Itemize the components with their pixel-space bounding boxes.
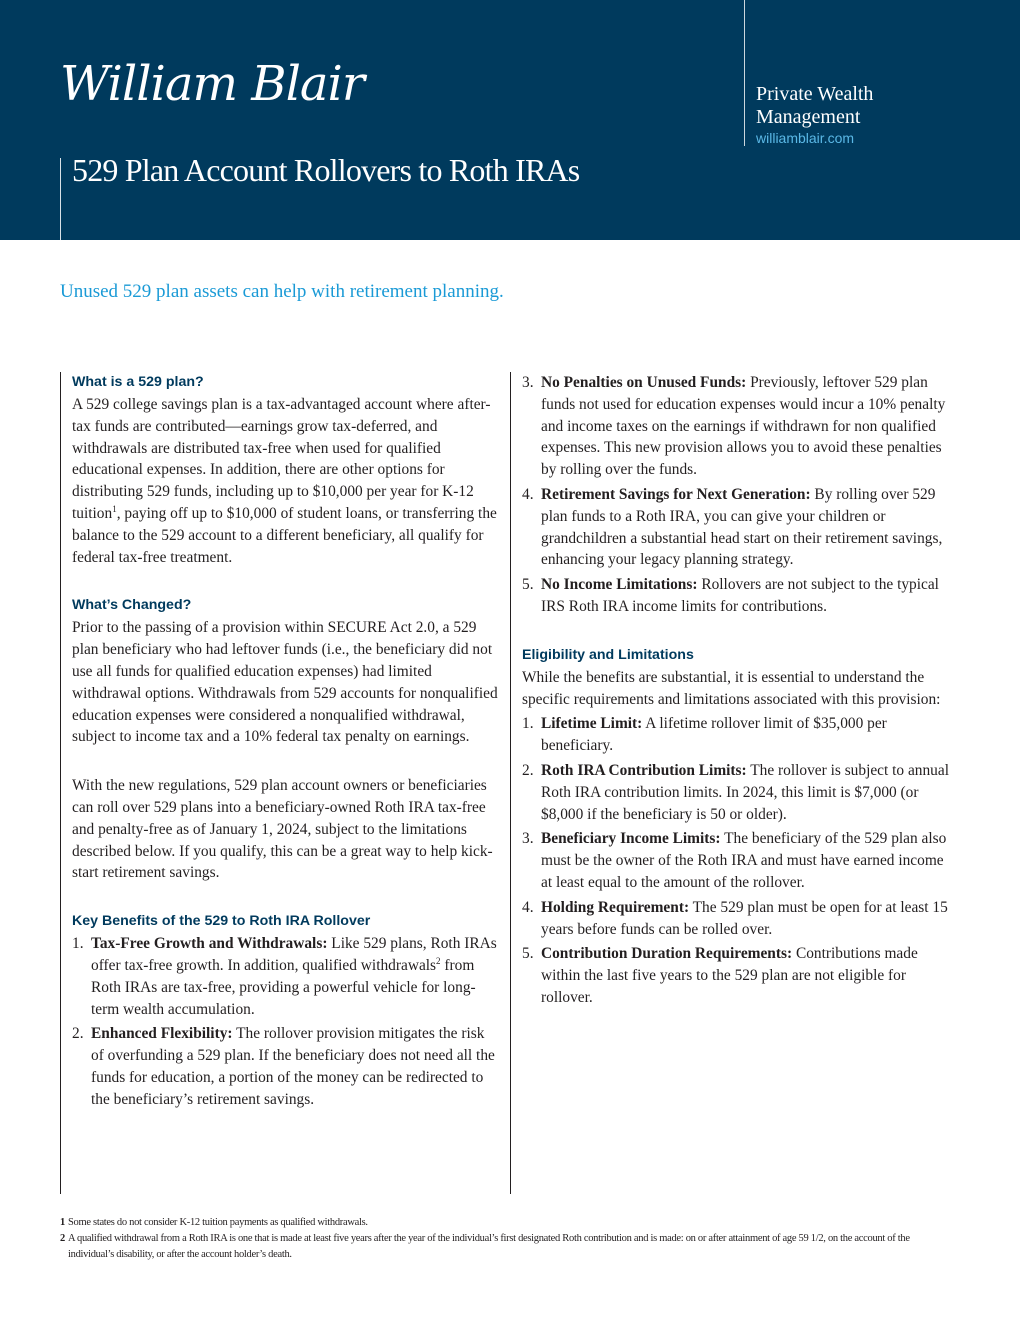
eligibility-item-5 xyxy=(522,943,952,1008)
center-column-rule xyxy=(510,372,511,1194)
division-name xyxy=(756,83,873,129)
benefit-title: No Penalties on Unused Funds: xyxy=(541,374,747,391)
division-line-2: Management xyxy=(756,106,861,128)
william-blair-logo: William Blair xyxy=(60,56,364,112)
eligibility-text: The 529 plan must be open for at least 15 years before funds can be rolled over. xyxy=(541,898,948,938)
eligibility-item-1 xyxy=(522,713,952,757)
footnote-ref-2: 2 xyxy=(436,955,441,966)
benefit-number: 4. xyxy=(522,485,534,503)
benefit-text: Rollovers are not subject to the typical IRS Roth IRA income limits for contributions. xyxy=(541,576,939,615)
footnote-text: Some states do not consider K-12 tuition payments as qualified withdrawals. xyxy=(68,1217,368,1228)
eligibility-number: 2. xyxy=(522,761,534,779)
eligibility-list xyxy=(522,713,952,1008)
title-rule xyxy=(60,158,61,240)
benefit-item-5 xyxy=(522,574,952,618)
benefits-list-right xyxy=(522,372,952,618)
benefit-item-1 xyxy=(72,933,500,1020)
page-title: 529 Plan Account Rollovers to Roth IRAs xyxy=(72,152,580,188)
what-is-text-a: A 529 college savings plan is a tax-advantaged account where after-tax funds are contributed—earnings grow tax-deferred, and withdrawals are distributed tax-free when used for qualified educational expenses. In addition, there are other options for distributing 529 funds, including up to $10,000 per year for K-12 tuition xyxy=(72,396,491,522)
benefit-number: 5. xyxy=(522,576,534,594)
benefit-number: 3. xyxy=(522,374,534,391)
benefit-text-cont: from Roth IRAs are tax-free, providing a powerful vehicle for long-term wealth accumulation. xyxy=(91,956,476,1018)
benefits-heading: Key Benefits of the 529 to Roth IRA Rollover xyxy=(72,913,371,930)
eligibility-text: The rollover is subject to annual Roth IRA contribution limits. In 2024, this limit is $7,000 (or $8,000 if the beneficiary is 50 or older). xyxy=(541,761,949,823)
eligibility-title: Roth IRA Contribution Limits: xyxy=(541,761,747,779)
footnote-2 xyxy=(60,1231,950,1263)
eligibility-title: Lifetime Limit: xyxy=(541,715,643,733)
footnote-number: 1 xyxy=(60,1217,65,1228)
right-column xyxy=(522,372,952,1012)
eligibility-intro: While the benefits are substantial, it is essential to understand the specific requirements and limitations associated with this provision: xyxy=(522,668,941,708)
what-is-body xyxy=(72,394,500,568)
eligibility-number: 5. xyxy=(522,945,534,963)
header-banner xyxy=(0,0,1020,240)
benefit-title: Enhanced Flexibility: xyxy=(91,1025,233,1043)
eligibility-text: The beneficiary of the 529 plan also must be the owner of the Roth IRA and must have earned income at least equal to the amount of the rollover. xyxy=(541,830,947,891)
page-subtitle: Unused 529 plan assets can help with retirement planning. xyxy=(60,281,504,302)
eligibility-number: 3. xyxy=(522,830,534,848)
footnote-text: A qualified withdrawal from a Roth IRA is one that is made at least five years after the year of the individual’s first designated Roth contribution and is made: on or after attainment of age 59 1/2, on the account of the individual’s disability, or after the account holder’s death. xyxy=(68,1233,910,1260)
benefit-number: 2. xyxy=(72,1025,84,1043)
eligibility-number: 4. xyxy=(522,898,534,916)
eligibility-heading: Eligibility and Limitations xyxy=(522,646,694,663)
what-is-text-b: , paying off up to $10,000 of student loans, or transferring the balance to the 529 account to a different beneficiary, all qualify for federal tax-free treatment. xyxy=(72,504,497,566)
benefit-number: 1. xyxy=(72,935,84,953)
benefit-title: No Income Limitations: xyxy=(541,576,698,594)
eligibility-text: A lifetime rollover limit of $35,000 per beneficiary. xyxy=(541,715,887,755)
benefit-title: Tax-Free Growth and Withdrawals: xyxy=(91,935,328,953)
eligibility-item-3 xyxy=(522,828,952,893)
left-column-rule xyxy=(60,372,61,1194)
benefit-text: Like 529 plans, Roth IRAs offer tax-free growth. In addition, qualified withdrawals xyxy=(91,935,497,974)
footnote-number: 2 xyxy=(60,1233,65,1244)
eligibility-title: Contribution Duration Requirements: xyxy=(541,945,793,963)
benefit-item-4 xyxy=(522,484,952,571)
footnote-ref-1: 1 xyxy=(112,503,117,514)
whats-changed-heading: What’s Changed? xyxy=(72,597,192,614)
benefit-title: Retirement Savings for Next Generation: xyxy=(541,485,811,503)
what-is-heading: What is a 529 plan? xyxy=(72,374,204,390)
eligibility-item-2 xyxy=(522,760,952,825)
division-line-1: Private Wealth xyxy=(756,83,874,105)
benefit-text: Previously, leftover 529 plan funds not used for education expenses would incur a 10% penalty and income taxes on the earnings if withdrawn for non qualified expenses. This new provision allows you to avoid these penalties by rolling over the funds. xyxy=(541,374,946,479)
left-column xyxy=(72,372,500,1114)
benefit-text: The rollover provision mitigates the risk of overfunding a 529 plan. If the beneficiary does not need all the funds for education, a portion of the money can be redirected to the beneficiary’s retirement savings. xyxy=(91,1025,495,1108)
eligibility-item-4 xyxy=(522,897,952,941)
footnote-1 xyxy=(60,1215,950,1231)
benefits-list-left xyxy=(72,933,500,1110)
whats-changed-para-2: With the new regulations, 529 plan account owners or beneficiaries can roll over 529 plans into a beneficiary-owned Roth IRA tax-free and penalty-free as of January 1, 2024, subject to the limitations described below. If you qualify, this can be a great way to help kick-start retirement savings. xyxy=(72,777,493,882)
eligibility-text: Contributions made within the last five years to the 529 plan are not eligible for rollover. xyxy=(541,945,918,1006)
website-link[interactable]: williamblair.com xyxy=(756,130,855,146)
eligibility-number: 1. xyxy=(522,715,534,733)
footnotes xyxy=(60,1215,950,1263)
eligibility-title: Holding Requirement: xyxy=(541,898,690,916)
header-divider xyxy=(744,0,745,146)
whats-changed-para-1: Prior to the passing of a provision within SECURE Act 2.0, a 529 plan beneficiary who had leftover funds (i.e., the beneficiary did not use all funds for qualified education expenses) had limited withdrawal options. Withdrawals from 529 accounts for nonqualified education expenses were considered a nonqualified withdrawal, subject to income tax and a 10% federal tax penalty on earnings. xyxy=(72,619,498,746)
benefit-item-2 xyxy=(72,1023,500,1110)
eligibility-title: Beneficiary Income Limits: xyxy=(541,830,721,848)
benefit-text: By rolling over 529 plan funds to a Roth IRA, you can give your children or grandchildren a substantial head start on their retirement savings, enhancing your legacy planning strategy. xyxy=(541,485,943,569)
benefit-item-3 xyxy=(522,372,952,481)
